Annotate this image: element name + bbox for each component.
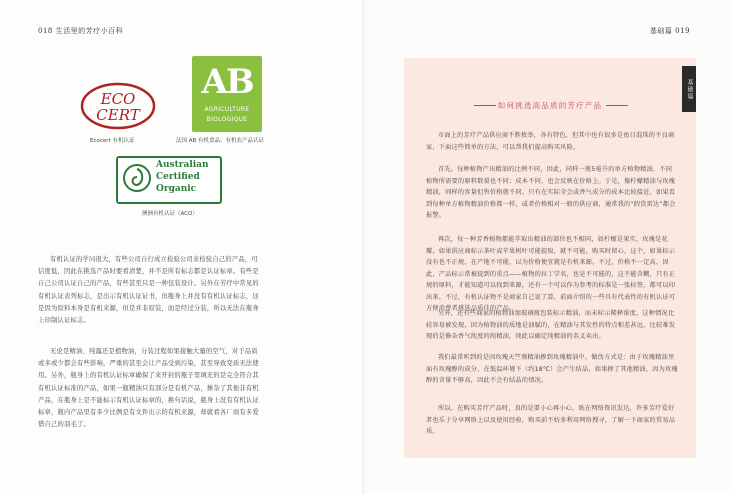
aco-line3: Organic	[156, 184, 197, 194]
aco-swirl-icon	[122, 163, 152, 193]
tips-paragraph: 所以，在购买芳疗产品时，真的是要小心再小心，既在网络资讯发达，许多芳疗爱好者也乐于分享网络上以及使用经验，购买前不妨多利用网络搜寻，了解一下商家的贸易品质。	[426, 405, 676, 435]
aco-line2: Certified	[156, 172, 200, 182]
tips-box-title: 如何挑选高品质的芳疗产品	[497, 101, 603, 110]
aco-logo	[116, 156, 222, 204]
ab-logo	[192, 56, 262, 132]
left-paragraph-2: 无论是精油、纯露还是植物油，分装过程如果接触大量的空气，对于品质或多或少都会有些影响，严重的甚至会让产品受到污染，甚至导致变质无法使用。另外，瓶身上的有机认证标章确保了来开封的瓶子里填充的是完全符合其有机认证标准的产品，如果一瓶精油只有部分是有机产品，掺杂了其他非有机产品，在瓶身上是不能标示有机认证标章的，换句话说，瓶身上没有有机认证标章，瓶内产品里有多少比例是有文件出示的有机来源，却就看各厂商有多爱惜自己的羽毛了。	[38, 348, 259, 429]
tips-paragraph: 我们最常听到的是因玫瑰天竺葵精油掺到玫瑰精油中，做伪方式是：由于玫瑰精油里面有玫瑰醇的成分，在低温环境下（约18℃）会产生结晶，如果掺了其他精油，因为玫瑰醇的含量不够高，因此不会有结晶的情况。	[426, 354, 678, 384]
header-right: 基础篇 019	[649, 27, 690, 35]
ecocert-caption: Ecocert 有机认证	[90, 138, 135, 144]
aco-line1: Australian	[156, 160, 209, 170]
header-left: 018 生活里的芳疗小百科	[38, 27, 124, 35]
title-divider-right	[606, 105, 628, 106]
tips-paragraph: 另外，还有些商家的植物油加玻璃瓶包装标示精油，而未标示稀释浓度，这种情况比较容易被发现，因为植物油的质地是油腻的，在精油与其发性的特点相差甚远，比较难发现的是修杂香气纯度的纯精油，纯此以确定纯精油的名义卖出。	[426, 310, 676, 340]
tips-paragraph: 首先，每种植物产出精油的比例不同，因此，同样一瓶5毫升的单方植物精油，不同植物所需要的原料数量也不同；成本不同，也会反映在价格上。于是，像柠檬精油与玫瑰精油，同样的容量但售价格就不同。只有在实际全会或香气成分的成本比较接近，如果看到每种单方植物精油价格都一样，或者价格相对一般的供应商，通常我的“假货雷达”都会报警。	[426, 166, 676, 219]
tips-paragraph: 市面上的芳疗产品供应商不胜枚举，各有特色，但其中也有很多是鱼目混珠的不良商家，下面这些简单的方法，可以帮我们提高购买风险。	[426, 132, 675, 151]
tips-box	[404, 58, 696, 458]
ecocert-line1: ECO	[100, 90, 136, 108]
ab-caption: 法国 AB 有机食品、有机农产品认证	[176, 138, 265, 144]
ab-logo-letters: AB	[201, 62, 253, 102]
aco-caption: 澳洲有机认证（ACO）	[142, 211, 198, 217]
ab-logo-sub1: AGRICULTURE	[204, 106, 250, 113]
ecocert-logo	[78, 80, 158, 132]
section-side-tab: 基础篇	[682, 66, 696, 112]
ab-logo-sub2: BIOLOGIQUE	[206, 116, 248, 123]
tips-paragraph: 再次，每一种芳香植物都能萃取出精油的部位也不相同，如柠檬是果实，玫瑰是花瓣，如果供应商标示茶叶或苹果树叶可能提取，就不可能，购买时留心，这个，如果标示没有也不正规，在产地不可能，以为价格便宜就是有机来源。不过，价格不一定高。因此，产品标示常被提到的重点——植物的拉丁学名，也是不可能的，这不能含糊，只有正规的原料，才能知道可以找到来源，还有一个可以作为参考的标准是一张标签，都可以印出来。不过，有机认证物不是商家自己说了算，前面介绍的一些具有代表性的有机认证可方便消费者挑选品质佳的产品。	[426, 236, 676, 312]
ecocert-line2: CERT	[96, 106, 140, 124]
left-paragraph-1: 有机认证的学问很大，有些公司自行成立检验公司来检验自己的产品，可信度低，因此在挑选产品时要看清楚，并不是所有标志都是认证标章。有些是自己公司认证自己的产品，有些甚至只是一种包装设计。另外在芳疗中常见的有机认证表列标志，是出示有机认证证书，但瓶身上并没有有机认证标志，这是因为原料本身是有机来源，但是并非原装，而是经过分装，所以无法在瓶身上印制认证标志。	[38, 256, 259, 325]
